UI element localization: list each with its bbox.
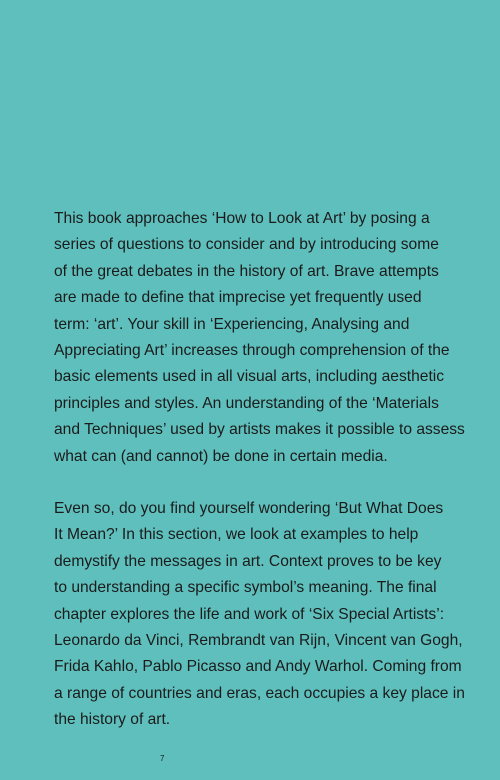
- paragraph-line: series of questions to consider and by introducing some: [54, 236, 439, 254]
- paragraph-line: a range of countries and eras, each occupies a key place in: [54, 684, 465, 702]
- paragraph-line: demystify the messages in art. Context proves to be key: [54, 552, 442, 570]
- paragraph-line: principles and styles. An understanding of the ‘Materials: [54, 394, 439, 412]
- paragraph-line: to understanding a specific symbol’s meaning. The final: [54, 579, 437, 597]
- paragraph-line: term: ‘art’. Your skill in ‘Experiencing, Analysing and: [54, 315, 410, 333]
- paragraph-line: the history of art.: [54, 711, 171, 729]
- paragraph-line: and Techniques’ used by artists makes it possible to assess: [54, 421, 465, 439]
- paragraph-line: what can (and cannot) be done in certain media.: [54, 447, 388, 465]
- paragraph-line: chapter explores the life and work of ‘Six Special Artists’:: [54, 605, 445, 623]
- paragraph-line: This book approaches ‘How to Look at Art’ by posing a: [54, 210, 430, 227]
- paragraph-line: It Mean?’ In this section, we look at examples to help: [54, 526, 419, 544]
- paragraph-line: basic elements used in all visual arts, including aesthetic: [54, 368, 445, 386]
- page-number: 7: [160, 754, 165, 763]
- paragraph-2: [54, 496, 474, 734]
- paragraph-line: Even so, do you find yourself wondering ‘But What Does: [54, 500, 444, 517]
- paragraph-1: [54, 206, 474, 470]
- paragraph-line: Frida Kahlo, Pablo Picasso and Andy Warhol. Coming from: [54, 658, 462, 676]
- paragraph-line: of the great debates in the history of art. Brave attempts: [54, 262, 439, 280]
- paragraph-line: Appreciating Art’ increases through comprehension of the: [54, 342, 450, 360]
- paragraph-line: Leonardo da Vinci, Rembrandt van Rijn, Vincent van Gogh,: [54, 632, 463, 650]
- paragraph-line: are made to define that imprecise yet frequently used: [54, 289, 422, 307]
